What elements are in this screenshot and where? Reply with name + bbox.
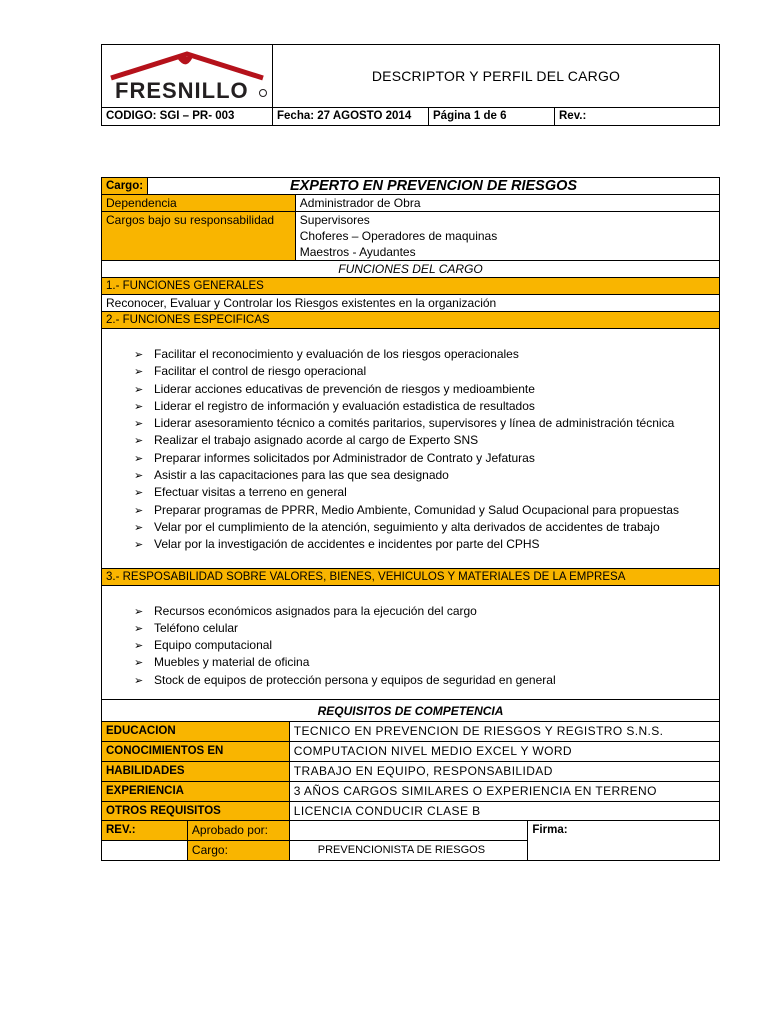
- list-item: ➢ Teléfono celular: [134, 620, 715, 637]
- job-description-table: [101, 177, 720, 861]
- footer-cargo-value: PREVENCIONISTA DE RIESGOS: [289, 841, 528, 861]
- requisito-key: HABILIDADES: [102, 762, 290, 782]
- logo-cell: [102, 45, 273, 108]
- requisito-value: TECNICO EN PREVENCION DE RIESGOS Y REGISTRO S.N.S.: [289, 722, 719, 742]
- list-item: ➢ Facilitar el control de riesgo operacional: [134, 363, 715, 380]
- dependencia-label: Dependencia: [102, 195, 296, 212]
- requisito-value: LICENCIA CONDUCIR CLASE B: [289, 802, 719, 821]
- responsabilidad-item: Choferes – Operadores de maquinas: [299, 229, 498, 243]
- requisitos-title: REQUISITOS DE COMPETENCIA: [102, 700, 720, 722]
- list-item: ➢ Facilitar el reconocimiento y evaluación de los riesgos operacionales: [134, 346, 715, 363]
- list-item: ➢ Realizar el trabajo asignado acorde al cargo de Experto SNS: [134, 432, 715, 449]
- dependencia-value: Administrador de Obra: [295, 195, 719, 212]
- responsabilidad-bienes-list: [102, 585, 720, 699]
- fecha-field: Fecha: 27 AGOSTO 2014: [273, 108, 429, 126]
- requisito-key: EDUCACION: [102, 722, 290, 742]
- funciones-title: FUNCIONES DEL CARGO: [102, 261, 720, 278]
- list-item: ➢ Asistir a las capacitaciones para las que sea designado: [134, 467, 715, 484]
- list-item: ➢ Recursos económicos asignados para la ejecución del cargo: [134, 603, 715, 620]
- responsabilidad-values: [295, 212, 719, 261]
- document-header: [101, 44, 720, 126]
- cargo-value: EXPERTO EN PREVENCION DE RIESGOS: [148, 178, 720, 195]
- footer-cargo-label: Cargo:: [187, 841, 289, 861]
- responsabilidad-item: Maestros - Ayudantes: [299, 245, 416, 259]
- funciones-generales-text: Reconocer, Evaluar y Controlar los Riesgos existentes en la organización: [102, 295, 720, 312]
- cargo-label: Cargo:: [102, 178, 148, 195]
- pagina-field: Página 1 de 6: [429, 108, 555, 126]
- requisito-key: EXPERIENCIA: [102, 782, 290, 802]
- list-item: ➢ Equipo computacional: [134, 637, 715, 654]
- list-item: ➢ Liderar asesoramiento técnico a comités paritarios, supervisores y línea de administración técnica: [134, 415, 715, 432]
- document-title: DESCRIPTOR Y PERFIL DEL CARGO: [273, 45, 720, 108]
- footer-firma-label: Firma:: [528, 821, 720, 861]
- list-item: ➢ Liderar acciones educativas de prevención de riesgos y medioambiente: [134, 381, 715, 398]
- responsabilidad-item: Supervisores: [299, 213, 370, 227]
- funciones-especificas-title: 2.- FUNCIONES ESPECIFICAS: [102, 312, 720, 329]
- fresnillo-logo: [105, 46, 269, 102]
- list-item: ➢ Muebles y material de oficina: [134, 654, 715, 671]
- list-item: ➢ Velar por el cumplimiento de la atención, seguimiento y alta derivados de accidentes de trabajo: [134, 519, 715, 536]
- list-item: ➢ Efectuar visitas a terreno en general: [134, 484, 715, 501]
- footer-aprobado-label: Aprobado por:: [187, 821, 289, 841]
- requisito-key: OTROS REQUISITOS: [102, 802, 290, 821]
- list-item: ➢ Preparar informes solicitados por Administrador de Contrato y Jefaturas: [134, 450, 715, 467]
- footer-rev-label: REV.:: [102, 821, 188, 841]
- funciones-especificas-list: [102, 329, 720, 569]
- list-item: ➢ Velar por la investigación de accidentes e incidentes por parte del CPHS: [134, 536, 715, 553]
- requisito-value: TRABAJO EN EQUIPO, RESPONSABILIDAD: [289, 762, 719, 782]
- codigo-field: CODIGO: SGI – PR- 003: [102, 108, 273, 126]
- requisito-value: 3 AÑOS CARGOS SIMILARES O EXPERIENCIA EN TERRENO: [289, 782, 719, 802]
- requisito-value: COMPUTACION NIVEL MEDIO EXCEL Y WORD: [289, 742, 719, 762]
- footer-aprobado-value: [289, 821, 528, 841]
- svg-text:FRESNILLO: FRESNILLO: [115, 77, 249, 102]
- footer-rev-value: [102, 841, 188, 861]
- funciones-generales-title: 1.- FUNCIONES GENERALES: [102, 278, 720, 295]
- list-item: ➢ Preparar programas de PPRR, Medio Ambiente, Comunidad y Salud Ocupacional para propuestas: [134, 502, 715, 519]
- rev-field: Rev.:: [555, 108, 720, 126]
- responsabilidad-label: Cargos bajo su responsabilidad: [102, 212, 296, 261]
- requisito-key: CONOCIMIENTOS EN: [102, 742, 290, 762]
- responsabilidad-bienes-title: 3.- RESPOSABILIDAD SOBRE VALORES, BIENES, VEHICULOS Y MATERIALES DE LA EMPRESA: [102, 568, 720, 585]
- list-item: ➢ Stock de equipos de protección persona y equipos de seguridad en general: [134, 672, 715, 689]
- list-item: ➢ Liderar el registro de información y evaluación estadistica de resultados: [134, 398, 715, 415]
